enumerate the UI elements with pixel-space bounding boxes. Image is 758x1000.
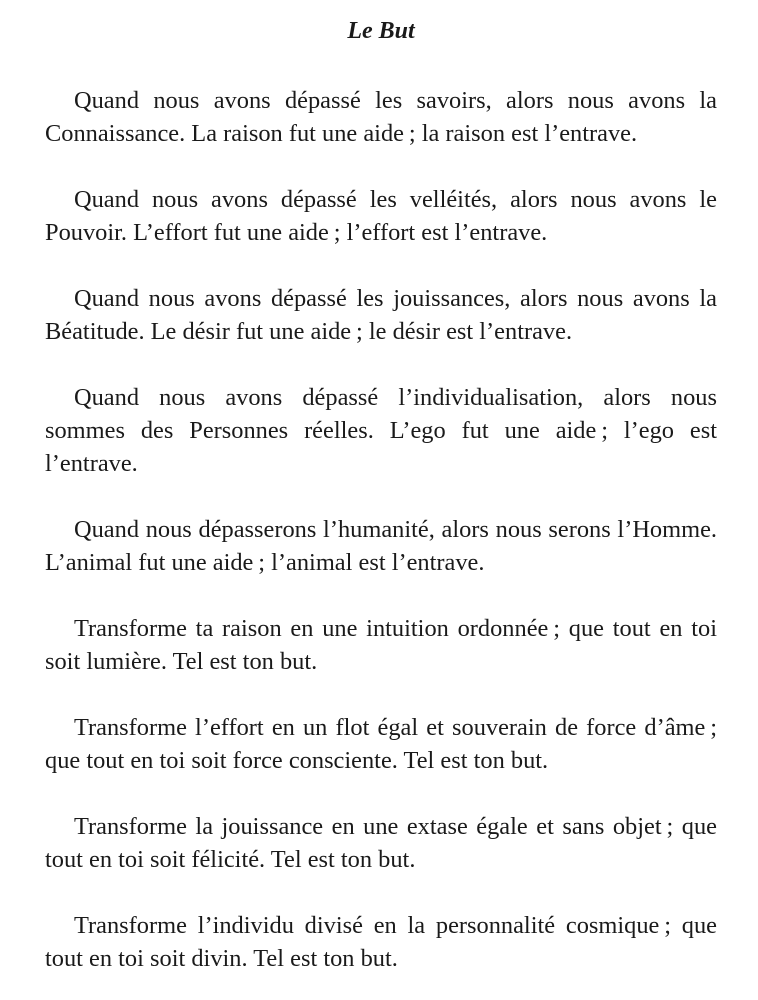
paragraph-5: Quand nous dépasserons l’humanité, alors nous serons l’Homme. L’animal fut une aide ; l’animal est l’entrave. (45, 516, 717, 576)
paragraph-8: Transforme la jouissance en une extase égale et sans objet ; que tout en toi soit félicité. Tel est ton but. (45, 813, 717, 873)
page-title: Le But (347, 18, 415, 44)
paragraph-3: Quand nous avons dépassé les jouissances, alors nous avons la Béatitude. Le désir fut une aide ; le désir est l’entrave. (45, 285, 717, 345)
paragraph-2: Quand nous avons dépassé les velléités, alors nous avons le Pouvoir. L’effort fut une aide ; l’effort est l’entrave. (45, 186, 717, 246)
paragraph-7: Transforme l’effort en un flot égal et souverain de force d’âme ; que tout en toi soit force consciente. Tel est ton but. (45, 714, 717, 774)
paragraph-6: Transforme ta raison en une intuition ordonnée ; que tout en toi soit lumière. Tel est ton but. (45, 615, 717, 675)
paragraph-1: Quand nous avons dépassé les savoirs, alors nous avons la Connaissance. La raison fut une aide ; la raison est l’entrave. (45, 87, 717, 147)
page (45, 0, 717, 975)
paragraph-4: Quand nous avons dépassé l’individualisation, alors nous sommes des Personnes réelles. L’ego fut une aide ; l’ego est l’entrave. (45, 384, 717, 477)
paragraph-9: Transforme l’individu divisé en la personnalité cosmique ; que tout en toi soit divin. Tel est ton but. (45, 912, 717, 972)
